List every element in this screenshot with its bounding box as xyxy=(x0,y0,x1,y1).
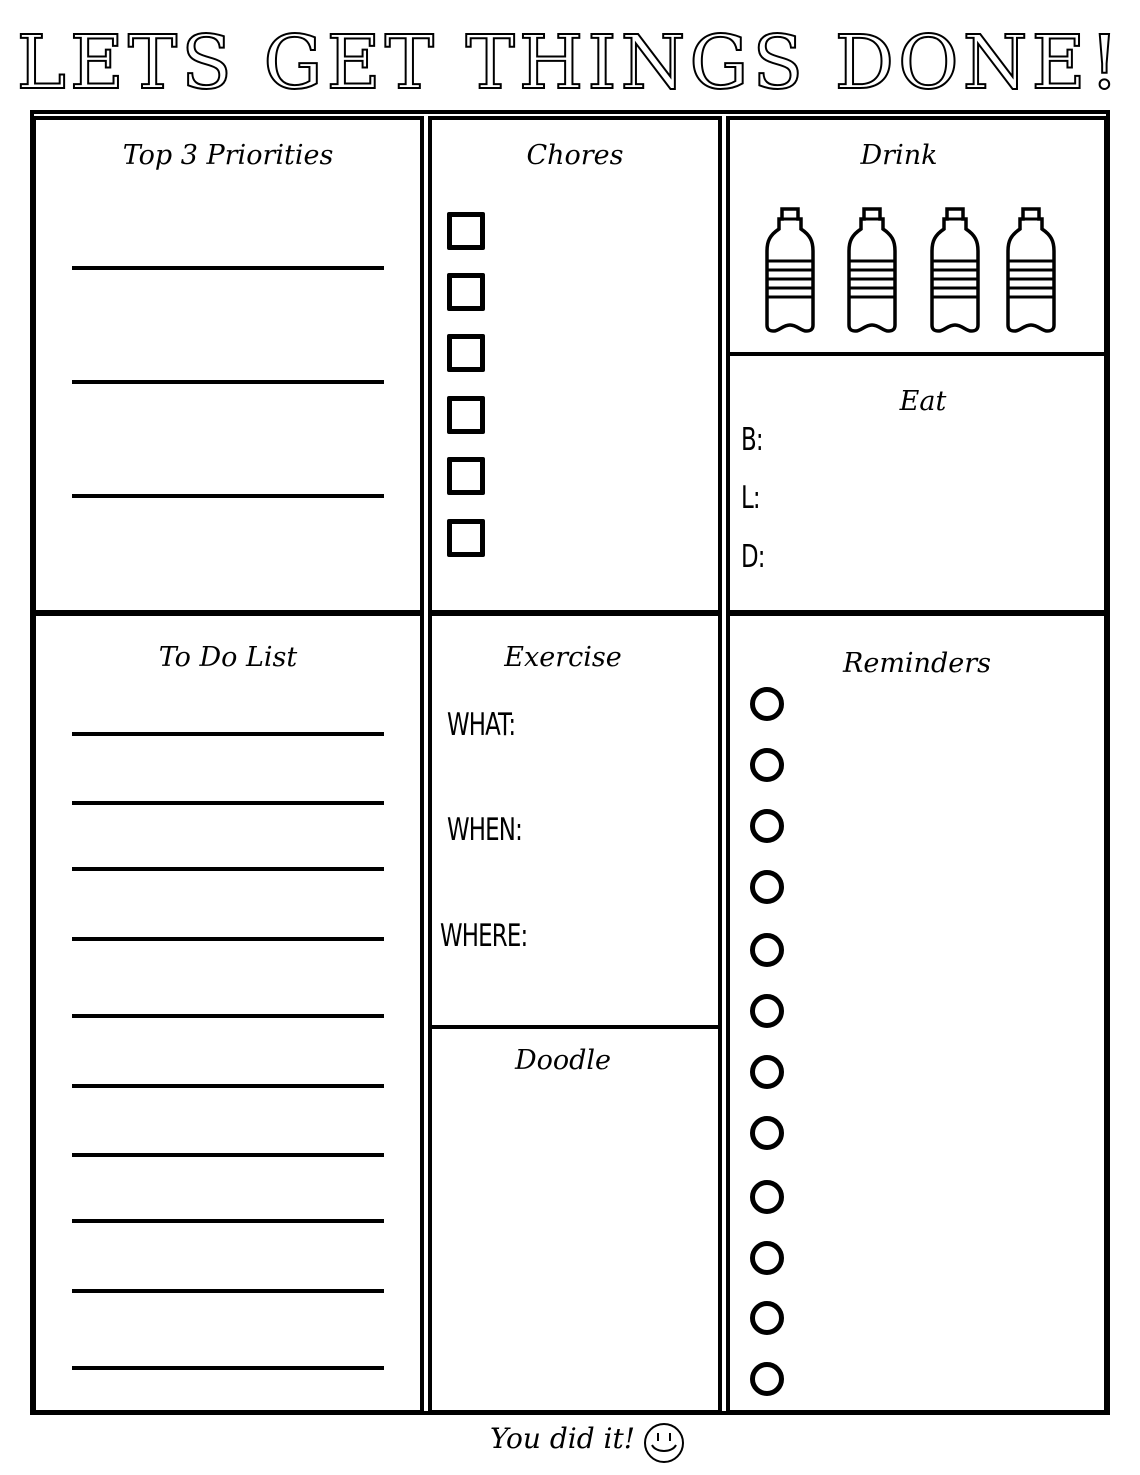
exercise-when-label: WHEN: xyxy=(447,812,522,848)
priority-line[interactable] xyxy=(72,266,384,270)
chore-checkbox[interactable] xyxy=(447,212,485,250)
todo-line[interactable] xyxy=(72,801,384,805)
todo-line[interactable] xyxy=(72,1084,384,1088)
todo-line[interactable] xyxy=(72,867,384,871)
chores-heading: Chores xyxy=(526,140,624,171)
reminder-bullet[interactable] xyxy=(750,809,784,843)
chore-checkbox[interactable] xyxy=(447,457,485,495)
priority-line[interactable] xyxy=(72,380,384,384)
todo-line[interactable] xyxy=(72,937,384,941)
priorities-heading: Top 3 Priorities xyxy=(122,140,334,171)
chore-checkbox[interactable] xyxy=(447,519,485,557)
todo-line[interactable] xyxy=(72,1153,384,1157)
reminder-bullet[interactable] xyxy=(750,748,784,782)
eat-box xyxy=(726,352,1108,614)
doodle-heading: Doodle xyxy=(514,1045,612,1076)
water-bottle-icon[interactable] xyxy=(929,207,981,333)
todo-line[interactable] xyxy=(72,1366,384,1370)
exercise-what-label: WHAT: xyxy=(447,707,516,743)
todo-line[interactable] xyxy=(72,732,384,736)
dinner-label: D: xyxy=(741,539,765,575)
reminder-bullet[interactable] xyxy=(750,994,784,1028)
reminder-bullet[interactable] xyxy=(750,1241,784,1275)
todo-line[interactable] xyxy=(72,1219,384,1223)
reminder-bullet[interactable] xyxy=(750,870,784,904)
doodle-box[interactable] xyxy=(428,1025,722,1414)
priorities-box xyxy=(32,116,424,614)
todo-line[interactable] xyxy=(72,1289,384,1293)
breakfast-label: B: xyxy=(741,422,763,458)
water-bottle-icon[interactable] xyxy=(1005,207,1057,333)
exercise-where-label: WHERE: xyxy=(440,918,528,954)
page-title: LETS GET THINGS DONE! xyxy=(16,20,1124,106)
reminder-bullet[interactable] xyxy=(750,1180,784,1214)
chore-checkbox[interactable] xyxy=(447,334,485,372)
footer-text: You did it! xyxy=(490,1422,636,1455)
chore-checkbox[interactable] xyxy=(447,273,485,311)
reminder-bullet[interactable] xyxy=(750,1116,784,1150)
reminder-bullet[interactable] xyxy=(750,933,784,967)
smiley-icon xyxy=(642,1421,686,1465)
priority-line[interactable] xyxy=(72,494,384,498)
water-bottle-icon[interactable] xyxy=(764,207,816,333)
reminder-bullet[interactable] xyxy=(750,1301,784,1335)
reminder-bullet[interactable] xyxy=(750,687,784,721)
eat-heading: Eat xyxy=(899,386,947,417)
todo-heading: To Do List xyxy=(158,642,298,673)
reminders-heading: Reminders xyxy=(843,648,991,679)
drink-heading: Drink xyxy=(860,140,938,171)
water-bottle-icon[interactable] xyxy=(846,207,898,333)
reminder-bullet[interactable] xyxy=(750,1362,784,1396)
lunch-label: L: xyxy=(741,480,760,516)
exercise-heading: Exercise xyxy=(504,642,622,673)
chore-checkbox[interactable] xyxy=(447,396,485,434)
reminder-bullet[interactable] xyxy=(750,1055,784,1089)
todo-line[interactable] xyxy=(72,1014,384,1018)
